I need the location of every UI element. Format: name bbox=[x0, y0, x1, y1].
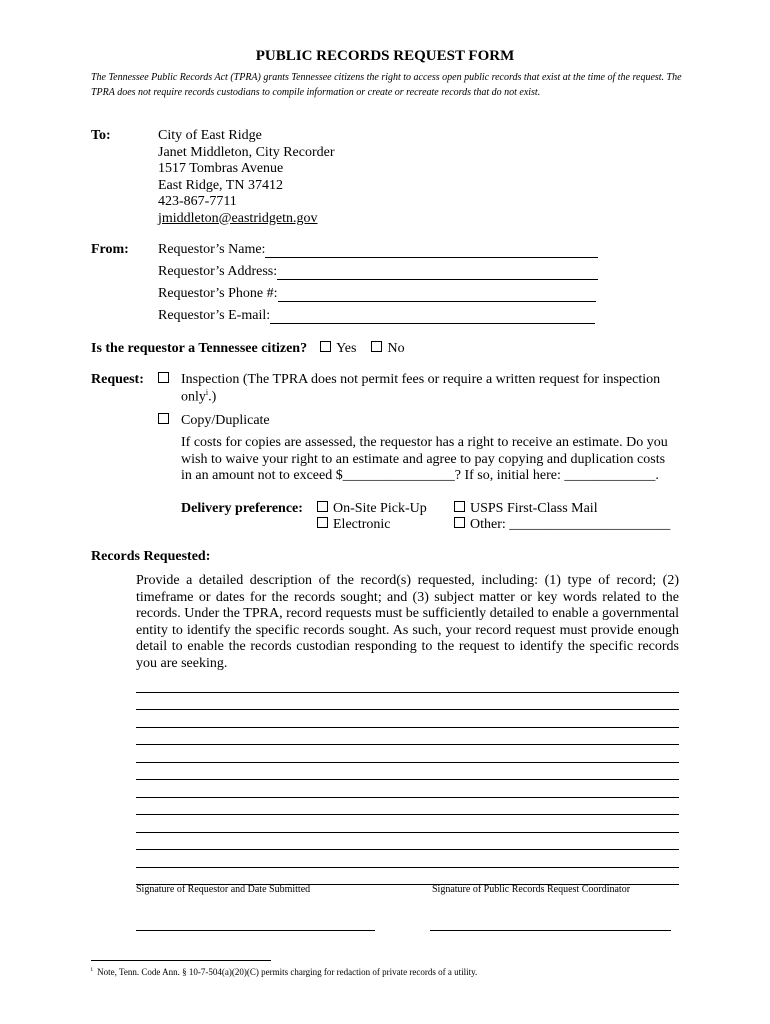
other-checkbox[interactable] bbox=[454, 517, 465, 528]
estimate-paragraph: If costs for copies are assessed, the requestor has a right to receive an estimate. Do you wish to waive your right to an estimate and agree to pay copying and duplication costs in an amount not to exceed $________________? If so, initial here: _____________. bbox=[181, 435, 668, 483]
inspection-row bbox=[158, 372, 174, 388]
onsite-checkbox[interactable] bbox=[317, 501, 328, 512]
requestor-phone-label: Requestor’s Phone #: bbox=[158, 286, 278, 301]
requestor-email-label: Requestor’s E-mail: bbox=[158, 308, 271, 323]
footnote-text: Note, Tenn. Code Ann. § 10-7-504(a)(20)(C) permits charging for redaction of private records of a utility. bbox=[97, 967, 478, 977]
recipient-address bbox=[158, 128, 335, 227]
footnote-rule bbox=[91, 960, 271, 961]
usps-label: USPS First-Class Mail bbox=[470, 501, 598, 516]
requestor-name-label: Requestor’s Name: bbox=[158, 242, 266, 257]
requestor-signature-line[interactable] bbox=[136, 929, 375, 931]
citizen-no-checkbox[interactable] bbox=[371, 341, 382, 352]
citizen-no-label: No bbox=[387, 341, 405, 356]
records-blank-line[interactable] bbox=[136, 850, 679, 868]
records-heading: Records Requested: bbox=[91, 549, 211, 564]
requestor-address-row bbox=[158, 264, 598, 280]
records-blank-line[interactable] bbox=[136, 728, 679, 746]
requestor-address-field[interactable] bbox=[277, 264, 598, 280]
citizen-yes-label: Yes bbox=[336, 341, 357, 356]
records-blank-line[interactable] bbox=[136, 798, 679, 816]
records-blank-line[interactable] bbox=[136, 780, 679, 798]
requestor-address-label: Requestor’s Address: bbox=[158, 264, 278, 279]
records-blank-line[interactable] bbox=[136, 693, 679, 711]
records-description: Provide a detailed description of the record(s) requested, including: (1) type of record; (2) timeframe or dates for the records sought; and (3) subject matter or key words related to the records. Under the TPRA, record requests must be sufficiently detailed to enable a governmental entity to identify the specific records sought. As such, your record request must provide enough detail to enable the records custodian responding to the request to identify the specific records you are seeking. bbox=[136, 573, 679, 671]
from-label: From: bbox=[91, 242, 129, 257]
delivery-other-row bbox=[454, 517, 670, 533]
delivery-label: Delivery preference: bbox=[181, 501, 303, 516]
usps-checkbox[interactable] bbox=[454, 501, 465, 512]
requestor-signature-label: Signature of Requestor and Date Submitted bbox=[136, 884, 311, 895]
request-label: Request: bbox=[91, 372, 144, 387]
recipient-line: 423-867-7711 bbox=[158, 194, 237, 209]
intro-text: The Tennessee Public Records Act (TPRA) grants Tennessee citizens the right to access open public records that exist at the time of the request. The TPRA does not require records custodians to compile information or create or recreate records that do not exist. bbox=[91, 72, 682, 98]
electronic-label: Electronic bbox=[333, 517, 391, 532]
records-blank-line[interactable] bbox=[136, 868, 679, 886]
requestor-email-row bbox=[158, 308, 595, 324]
inspection-label-cont: only$^i$.) bbox=[181, 388, 217, 405]
inspection-checkbox[interactable] bbox=[158, 372, 169, 383]
copy-checkbox[interactable] bbox=[158, 413, 169, 424]
records-blank-line[interactable] bbox=[136, 745, 679, 763]
recipient-line: 1517 Tombras Avenue bbox=[158, 161, 284, 176]
citizen-question-row bbox=[91, 341, 405, 357]
footnote-ref: i bbox=[205, 388, 209, 397]
page-title: PUBLIC RECORDS REQUEST FORM bbox=[255, 48, 515, 64]
other-label: Other: _______________________ bbox=[470, 517, 671, 532]
coordinator-signature-label: Signature of Public Records Request Coordinator bbox=[432, 884, 631, 895]
records-blank-line[interactable] bbox=[136, 763, 679, 781]
copy-row bbox=[158, 413, 174, 429]
recipient-email-link[interactable]: jmiddleton@eastridgetn.gov bbox=[158, 210, 318, 226]
requestor-email-field[interactable] bbox=[270, 308, 595, 324]
recipient-line: East Ridge, TN 37412 bbox=[158, 177, 283, 193]
requestor-name-row bbox=[158, 242, 598, 258]
records-blank-line[interactable] bbox=[136, 710, 679, 728]
onsite-label: On-Site Pick-Up bbox=[333, 501, 427, 516]
footnote: $^i$ Note, Tenn. Code Ann. § 10-7-504(a)(20)(C) permits charging for redaction of private records of a utility. bbox=[91, 967, 478, 977]
requestor-name-field[interactable] bbox=[265, 242, 598, 258]
delivery-usps-row bbox=[454, 501, 598, 517]
copy-label: Copy/Duplicate bbox=[181, 413, 270, 428]
requestor-phone-field[interactable] bbox=[278, 286, 596, 302]
delivery-electronic-row bbox=[317, 517, 391, 533]
recipient-line: Janet Middleton, City Recorder bbox=[158, 144, 335, 160]
records-blank-line[interactable] bbox=[136, 815, 679, 833]
records-blank-line[interactable] bbox=[136, 675, 679, 693]
electronic-checkbox[interactable] bbox=[317, 517, 328, 528]
citizen-yes-checkbox[interactable] bbox=[320, 341, 331, 352]
to-label: To: bbox=[91, 128, 111, 143]
records-lines[interactable] bbox=[136, 675, 679, 885]
recipient-line: City of East Ridge bbox=[158, 128, 262, 143]
records-blank-line[interactable] bbox=[136, 833, 679, 851]
citizen-question: Is the requestor a Tennessee citizen? bbox=[91, 341, 308, 356]
requestor-phone-row bbox=[158, 286, 596, 302]
delivery-onsite-row bbox=[317, 501, 427, 517]
inspection-label: Inspection (The TPRA does not permit fees or require a written request for inspection bbox=[181, 372, 661, 387]
coordinator-signature-line[interactable] bbox=[430, 929, 671, 931]
